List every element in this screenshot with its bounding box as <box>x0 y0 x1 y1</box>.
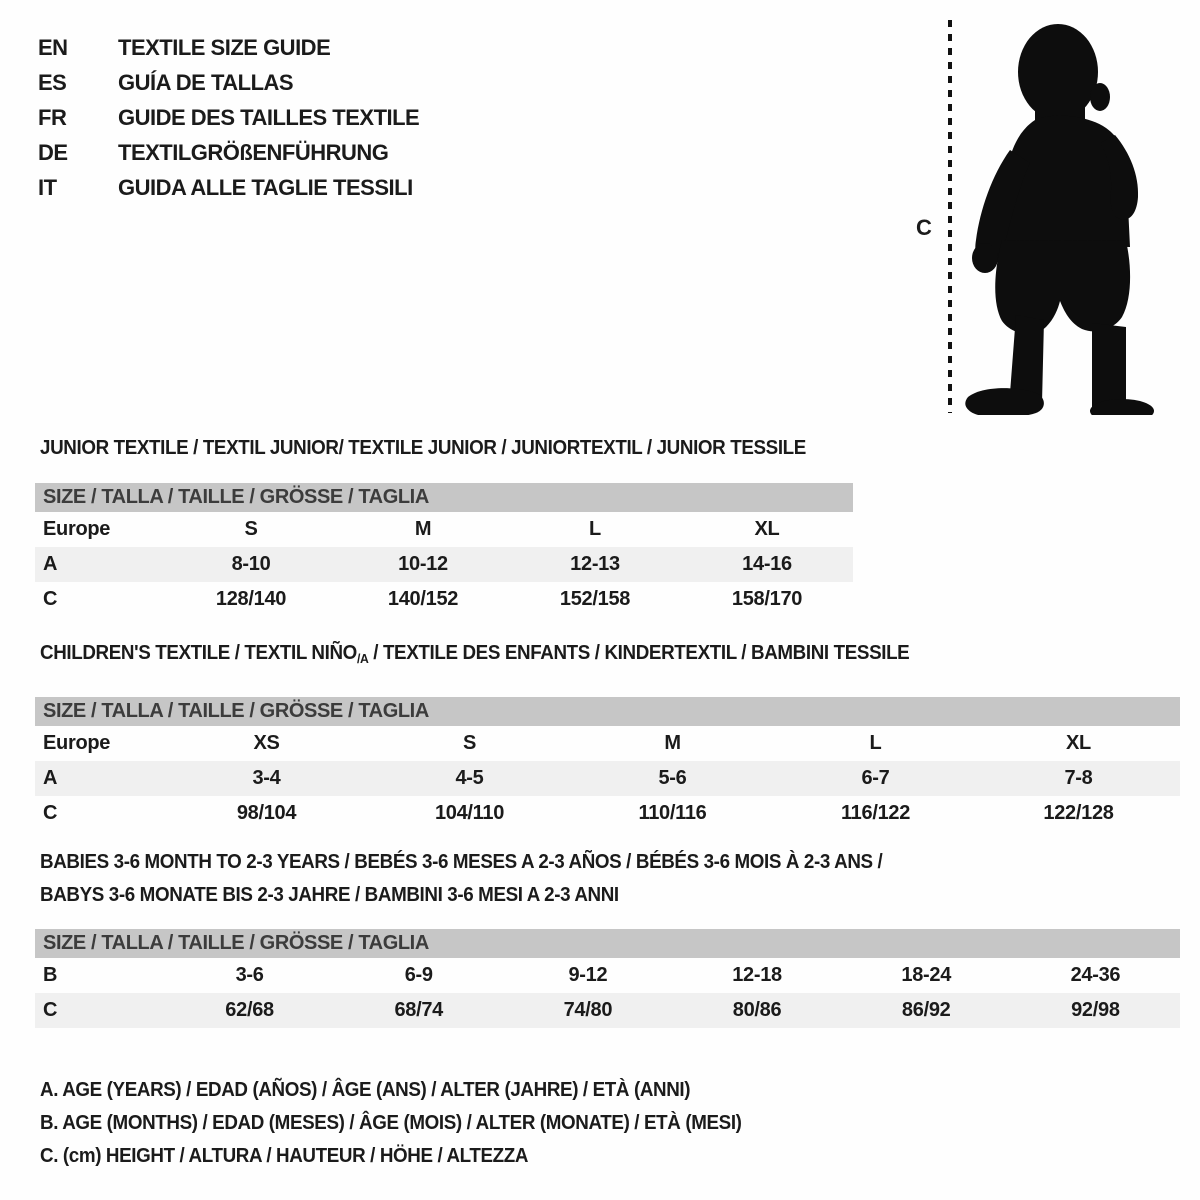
table-cell: S <box>244 518 258 540</box>
table-cell: Europe <box>43 518 111 540</box>
language-row-it <box>38 170 419 205</box>
footnote-b-text: B. AGE (MONTHS) / EDAD (MESES) / ÂGE (MOIS) / ALTER (MONATE) / ETÀ (MESI) <box>40 1112 742 1134</box>
table-cell: 18-24 <box>901 964 952 986</box>
language-code: FR <box>38 104 67 130</box>
junior-size-table <box>35 483 853 617</box>
table-cell: 122/128 <box>1043 802 1114 824</box>
footnotes <box>40 1074 786 1173</box>
toddler-silhouette <box>965 24 1154 415</box>
table-row <box>35 582 853 617</box>
table-cell: M <box>414 518 432 540</box>
language-title: GUÍA DE TALLAS <box>118 69 294 95</box>
table-row <box>35 761 1180 796</box>
size-header-bar <box>35 483 853 512</box>
table-cell: 104/110 <box>434 802 505 824</box>
table-row <box>35 512 853 547</box>
table-cell: C <box>43 802 58 824</box>
footnote-a-text: A. AGE (YEARS) / EDAD (AÑOS) / ÂGE (ANS) / ALTER (JAHRE) / ETÀ (ANNI) <box>40 1079 691 1101</box>
table-cell: 74/80 <box>503 993 672 1028</box>
table-cell: 6-9 <box>404 964 433 986</box>
table-row <box>35 958 1180 993</box>
table-cell: S <box>462 732 477 754</box>
babies-size-table <box>35 929 1180 1028</box>
size-header-bar <box>35 697 1180 726</box>
table-cell: 8-10 <box>165 547 337 582</box>
size-table <box>35 726 1180 831</box>
language-title: GUIDA ALLE TAGLIE TESSILI <box>118 174 413 200</box>
size-table <box>35 958 1180 1028</box>
table-row <box>35 547 853 582</box>
table-cell: 12-13 <box>509 547 681 582</box>
table-row <box>35 726 1180 761</box>
table-cell: XL <box>1066 732 1091 754</box>
table-cell: 6-7 <box>774 761 977 796</box>
footnote-c-text: C. (cm) HEIGHT / ALTURA / HAUTEUR / HÖHE / ALTEZZA <box>40 1145 529 1167</box>
children-size-table <box>35 697 1180 831</box>
table-cell: 92/98 <box>1011 993 1180 1028</box>
table-cell: 110/116 <box>638 802 707 824</box>
section-title-line2: BABYS 3-6 MONATE BIS 2-3 JAHRE / BAMBINI 3-6 MESI A 2-3 ANNI <box>40 884 619 906</box>
language-row-es <box>38 65 419 100</box>
table-row <box>35 993 1180 1028</box>
table-row <box>35 796 1180 831</box>
footnote-c <box>40 1140 786 1173</box>
table-cell: M <box>664 732 681 754</box>
table-cell: C <box>43 588 58 610</box>
language-title: TEXTILE SIZE GUIDE <box>118 34 331 60</box>
footnote-a <box>40 1074 786 1107</box>
section-title-part2: / TEXTILE DES ENFANTS / KINDERTEXTIL / BAMBINI TESSILE <box>368 642 910 664</box>
section-title-part1: CHILDREN'S TEXTILE / TEXTIL NIÑO <box>40 642 357 664</box>
table-cell: 10-12 <box>337 547 509 582</box>
table-cell: 86/92 <box>842 993 1011 1028</box>
table-cell: 3-6 <box>235 964 264 986</box>
toddler-silhouette-icon <box>940 15 1190 415</box>
section-title-line1: BABIES 3-6 MONTH TO 2-3 YEARS / BEBÉS 3-6 MESES A 2-3 AÑOS / BÉBÉS 3-6 MOIS À 2-3 ANS / <box>40 851 883 873</box>
footnote-b <box>40 1107 786 1140</box>
table-cell: C <box>35 993 165 1028</box>
table-cell: 3-4 <box>165 761 368 796</box>
language-row-fr <box>38 100 419 135</box>
size-header-bar <box>35 929 1180 958</box>
table-cell: 24-36 <box>1070 964 1121 986</box>
table-cell: 7-8 <box>977 761 1180 796</box>
language-row-de <box>38 135 419 170</box>
table-cell: B <box>43 964 58 986</box>
height-dimension-label: C <box>916 215 932 240</box>
table-cell: XL <box>754 518 780 540</box>
table-cell: 4-5 <box>368 761 571 796</box>
section-title-text <box>40 642 909 666</box>
table-cell: 68/74 <box>334 993 503 1028</box>
language-code: IT <box>38 174 57 200</box>
table-cell: 128/140 <box>215 588 287 610</box>
section-title-babies <box>40 846 936 912</box>
table-cell: 12-18 <box>732 964 782 986</box>
language-code: DE <box>38 139 68 165</box>
language-code: ES <box>38 69 67 95</box>
table-cell: Europe <box>43 732 111 754</box>
table-cell: XS <box>253 732 280 754</box>
table-cell: 98/104 <box>236 802 297 824</box>
table-cell: 152/158 <box>559 588 631 610</box>
language-code: EN <box>38 34 68 60</box>
language-header <box>38 30 419 205</box>
table-cell: 140/152 <box>387 588 459 610</box>
table-cell: A <box>35 761 165 796</box>
table-cell: 158/170 <box>731 588 803 610</box>
section-title-subscript: /A <box>356 651 369 666</box>
table-cell: 5-6 <box>571 761 774 796</box>
table-cell: L <box>869 732 882 754</box>
table-cell: L <box>589 518 601 540</box>
table-cell: 9-12 <box>568 964 608 986</box>
section-title-junior <box>40 437 855 460</box>
table-cell: 80/86 <box>672 993 841 1028</box>
language-row-en <box>38 30 419 65</box>
language-title: GUIDE DES TAILLES TEXTILE <box>118 104 420 130</box>
section-title-children <box>40 642 965 666</box>
table-cell: 62/68 <box>165 993 334 1028</box>
size-table <box>35 512 853 617</box>
language-title: TEXTILGRÖßENFÜHRUNG <box>118 139 389 165</box>
section-title-text: JUNIOR TEXTILE / TEXTIL JUNIOR/ TEXTILE JUNIOR / JUNIORTEXTIL / JUNIOR TESSILE <box>40 437 806 459</box>
table-cell: 14-16 <box>681 547 853 582</box>
table-cell: A <box>35 547 165 582</box>
size-header-text: SIZE / TALLA / TAILLE / GRÖSSE / TAGLIA <box>43 700 429 722</box>
table-cell: 116/122 <box>840 802 911 824</box>
size-header-text: SIZE / TALLA / TAILLE / GRÖSSE / TAGLIA <box>43 932 429 954</box>
size-header-text: SIZE / TALLA / TAILLE / GRÖSSE / TAGLIA <box>43 486 429 508</box>
